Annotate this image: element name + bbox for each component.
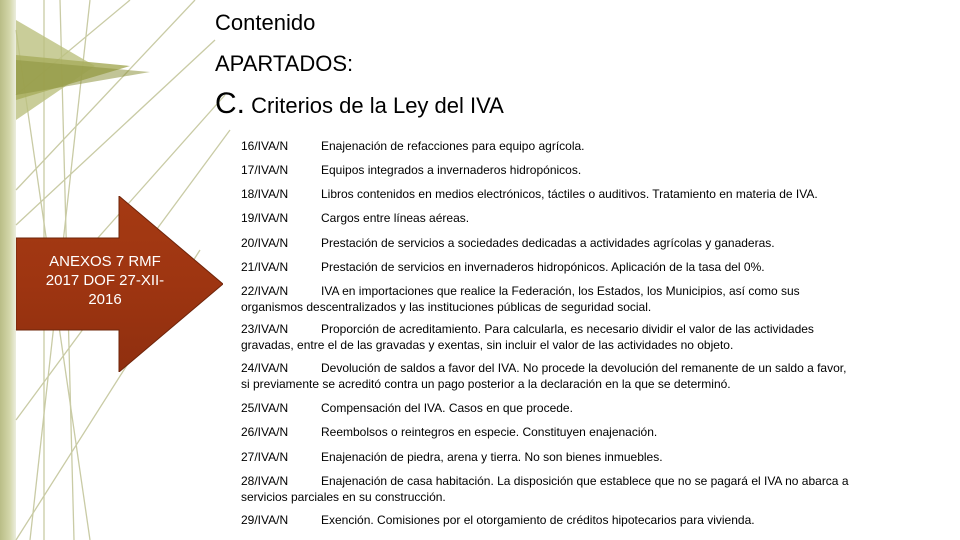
criteria-code: 17/IVA/N — [241, 163, 289, 177]
criteria-description: Libros contenidos en medios electrónicos, táctiles o auditivos. Tratamiento en materia de IVA. — [321, 187, 818, 201]
criteria-description-cont: organismos descentralizados y las instituciones públicas de seguridad social. — [241, 299, 652, 314]
criteria-entry — [241, 236, 941, 252]
annex-arrow-text — [18, 252, 192, 309]
criteria-code: 19/IVA/N — [241, 211, 289, 225]
criteria-code: 28/IVA/N — [241, 474, 289, 488]
criteria-entry — [241, 361, 941, 392]
criteria-code: 27/IVA/N — [241, 450, 289, 464]
criteria-entry — [241, 163, 941, 179]
criteria-entry — [241, 139, 941, 155]
criteria-entry — [241, 425, 941, 441]
criteria-entry — [241, 401, 941, 417]
section-letter: C. — [215, 87, 245, 120]
criteria-description: Proporción de acreditamiento. Para calcularla, es necesario dividir el valor de las actividades — [321, 322, 814, 336]
annex-line-1: ANEXOS 7 RMF — [49, 253, 161, 270]
criteria-code: 25/IVA/N — [241, 401, 289, 415]
criteria-code: 22/IVA/N — [241, 284, 289, 298]
annex-arrow-callout — [16, 196, 223, 372]
annex-line-2: 2017 DOF 27-XII- — [45, 272, 165, 289]
annex-line-3: 2016 — [88, 291, 122, 308]
criteria-description: Equipos integrados a invernaderos hidropónicos. — [321, 163, 582, 177]
criteria-description-cont: si previamente se acreditó contra un pago posterior a la declaración en la que se determinó. — [241, 376, 731, 391]
criteria-entry — [241, 322, 941, 353]
criteria-code: 29/IVA/N — [241, 513, 289, 527]
criteria-description: Compensación del IVA. Casos en que procede. — [321, 401, 573, 415]
criteria-description: Enajenación de refacciones para equipo agrícola. — [321, 139, 585, 153]
section-heading — [215, 87, 504, 121]
section-subtitle: APARTADOS: — [215, 51, 354, 76]
criteria-code: 16/IVA/N — [241, 139, 289, 153]
criteria-code: 18/IVA/N — [241, 187, 289, 201]
criteria-code: 26/IVA/N — [241, 425, 289, 439]
criteria-description: Prestación de servicios en invernaderos hidropónicos. Aplicación de la tasa del 0%. — [321, 260, 765, 274]
criteria-entry — [241, 474, 941, 505]
criteria-description-cont: servicios parciales en su construcción. — [241, 489, 446, 504]
criteria-entry — [241, 513, 941, 529]
section-title: Criterios de la Ley del IVA — [251, 93, 504, 118]
criteria-description: Exención. Comisiones por el otorgamiento de créditos hipotecarios para vivienda. — [321, 513, 755, 527]
criteria-code: 23/IVA/N — [241, 322, 289, 336]
criteria-code: 21/IVA/N — [241, 260, 289, 274]
criteria-entry — [241, 450, 941, 466]
page-title: Contenido — [215, 10, 316, 35]
criteria-description: Devolución de saldos a favor del IVA. No procede la devolución del remanente de un saldo a favor, — [321, 361, 847, 375]
criteria-description: Enajenación de piedra, arena y tierra. No son bienes inmuebles. — [321, 450, 663, 464]
criteria-description: IVA en importaciones que realice la Federación, los Estados, los Municipios, así como sus — [321, 284, 800, 298]
criteria-entry — [241, 211, 941, 227]
criteria-entry — [241, 284, 941, 315]
criteria-code: 24/IVA/N — [241, 361, 289, 375]
criteria-description: Enajenación de casa habitación. La disposición que establece que no se pagará el IVA no abarca a — [321, 474, 849, 488]
criteria-code: 20/IVA/N — [241, 236, 289, 250]
criteria-description-cont: gravadas, entre el de las gravadas y exentas, sin incluir el valor de las actividades no objeto. — [241, 337, 734, 352]
criteria-description: Reembolsos o reintegros en especie. Constituyen enajenación. — [321, 425, 658, 439]
criteria-entry — [241, 260, 941, 276]
criteria-description: Prestación de servicios a sociedades dedicadas a actividades agrícolas y ganaderas. — [321, 236, 775, 250]
criteria-entry — [241, 187, 941, 203]
criteria-description: Cargos entre líneas aéreas. — [321, 211, 470, 225]
